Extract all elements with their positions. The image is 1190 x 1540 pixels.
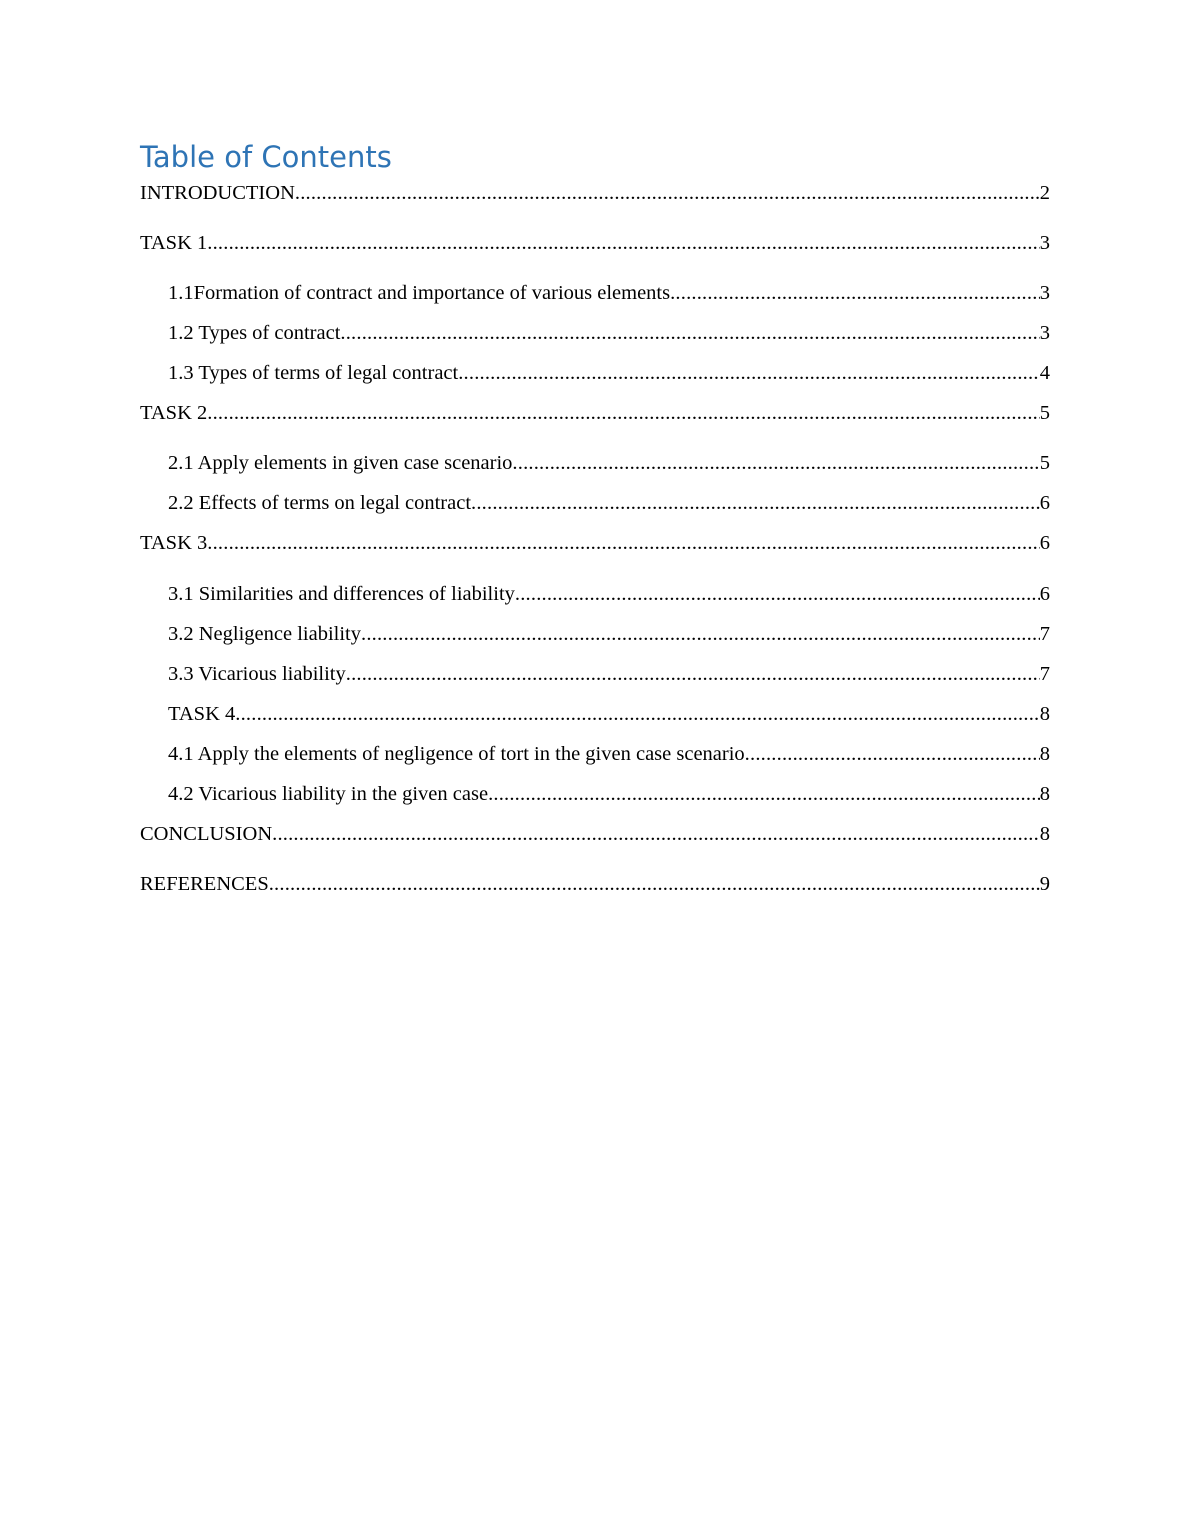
toc-entry-label: REFERENCES [140, 873, 269, 895]
toc-entry-conclusion[interactable] [140, 821, 1050, 847]
toc-dot-leader [346, 661, 1040, 687]
toc-entry-page-number: 9 [1039, 873, 1050, 895]
toc-entry-page-number: 6 [1039, 583, 1050, 605]
toc-entry-1-2[interactable] [168, 320, 1050, 346]
toc-entry-page-number: 7 [1039, 623, 1050, 645]
toc-entry-4-1[interactable] [168, 741, 1050, 767]
toc-entry-label: 2.2 Effects of terms on legal contract [168, 492, 472, 514]
toc-dot-leader [272, 821, 1040, 847]
toc-entry-3-2[interactable] [168, 621, 1050, 647]
toc-entry-label: INTRODUCTION [140, 182, 295, 204]
toc-entry-page-number: 7 [1039, 663, 1050, 685]
toc-entry-label: 1.1Formation of contract and importance of various elements [168, 282, 671, 304]
toc-entry-label: 3.2 Negligence liability [168, 623, 361, 645]
toc-entry-label: 2.1 Apply elements in given case scenario [168, 452, 513, 474]
toc-dot-leader [488, 781, 1040, 807]
toc-entry-4-2[interactable] [168, 781, 1050, 807]
toc-entry-label: 4.2 Vicarious liability in the given case [168, 783, 489, 805]
toc-entry-label: TASK 1 [140, 232, 208, 254]
toc-entry-label: 1.2 Types of contract [168, 322, 341, 344]
toc-entry-page-number: 8 [1039, 743, 1050, 765]
toc-entry-2-2[interactable] [168, 490, 1050, 516]
toc-entry-task-1[interactable] [140, 230, 1050, 256]
toc-entry-page-number: 2 [1039, 182, 1050, 204]
toc-entry-page-number: 6 [1039, 492, 1050, 514]
toc-entry-1-1[interactable] [168, 280, 1050, 306]
toc-dot-leader [207, 230, 1039, 256]
toc-dot-leader [512, 450, 1039, 476]
toc-entry-label: TASK 4 [168, 703, 236, 725]
toc-entry-page-number: 8 [1039, 783, 1050, 805]
toc-entry-page-number: 3 [1039, 232, 1050, 254]
toc-entry-page-number: 5 [1039, 402, 1050, 424]
toc-dot-leader [295, 180, 1040, 206]
toc-entry-task-4[interactable] [168, 701, 1050, 727]
toc-entry-3-1[interactable] [168, 581, 1050, 607]
toc-entry-1-3[interactable] [168, 360, 1050, 386]
toc-dot-leader [745, 741, 1040, 767]
toc-dot-leader [235, 701, 1039, 727]
toc-dot-leader [340, 320, 1039, 346]
toc-dot-leader [207, 400, 1039, 426]
toc-entry-label: 3.1 Similarities and differences of liability [168, 583, 515, 605]
toc-entry-page-number: 5 [1039, 452, 1050, 474]
toc-entry-introduction[interactable] [140, 180, 1050, 206]
toc-entry-page-number: 8 [1039, 703, 1050, 725]
toc-dot-leader [515, 581, 1040, 607]
toc-dot-leader [670, 280, 1040, 306]
toc-dot-leader [458, 360, 1040, 386]
toc-dot-leader [471, 490, 1040, 516]
toc-dot-leader [361, 621, 1040, 647]
toc-entry-page-number: 3 [1039, 322, 1050, 344]
toc-dot-leader [207, 530, 1039, 556]
toc-entry-page-number: 8 [1039, 823, 1050, 845]
toc-entry-task-2[interactable] [140, 400, 1050, 426]
toc-entry-2-1[interactable] [168, 450, 1050, 476]
toc-dot-leader [269, 871, 1040, 897]
toc-entry-label: TASK 2 [140, 402, 208, 424]
toc-entry-page-number: 6 [1039, 532, 1050, 554]
toc-entry-references[interactable] [140, 871, 1050, 897]
toc-entry-3-3[interactable] [168, 661, 1050, 687]
toc-entry-label: 3.3 Vicarious liability [168, 663, 346, 685]
toc-title: Table of Contents [140, 140, 392, 174]
toc-entry-label: 1.3 Types of terms of legal contract [168, 362, 459, 384]
toc-entry-task-3[interactable] [140, 530, 1050, 556]
toc-entry-label: CONCLUSION [140, 823, 273, 845]
toc-entry-page-number: 4 [1039, 362, 1050, 384]
toc-entry-label: 4.1 Apply the elements of negligence of tort in the given case scenario [168, 743, 745, 765]
toc-entry-label: TASK 3 [140, 532, 208, 554]
toc-entry-page-number: 3 [1039, 282, 1050, 304]
